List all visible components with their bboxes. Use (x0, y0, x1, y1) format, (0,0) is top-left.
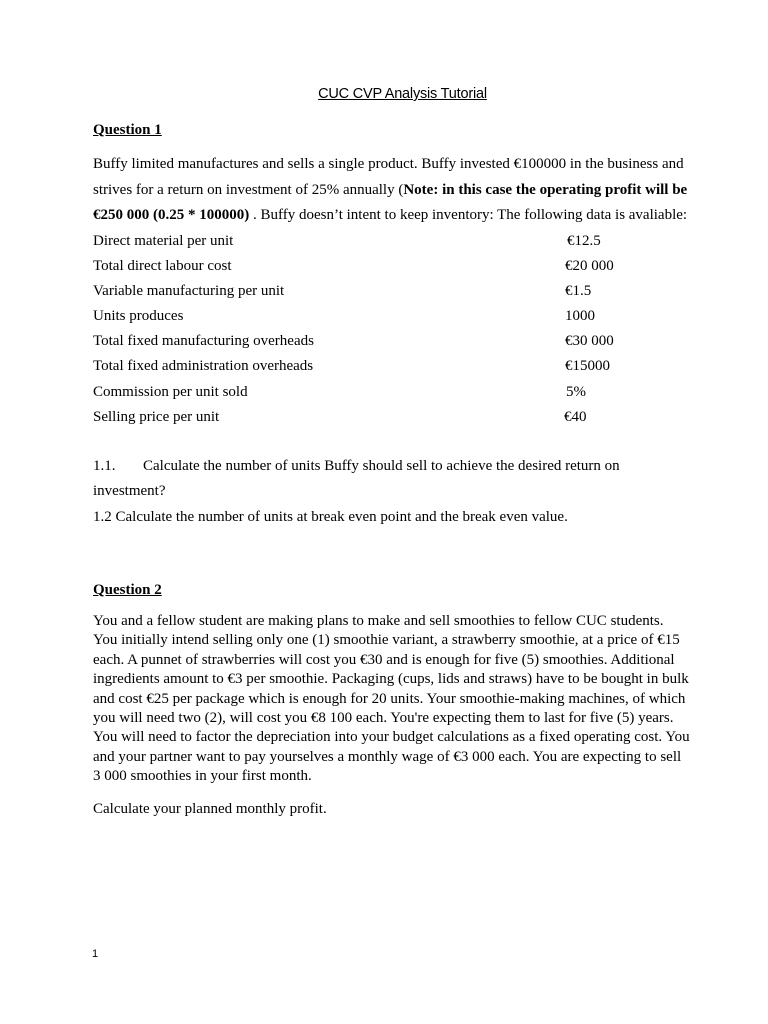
data-row (93, 231, 693, 251)
question-1-intro (93, 152, 723, 229)
body-line: 3 000 smoothies in your first month. (93, 768, 312, 785)
body-line: You will need to factor the depreciation into your budget calculations as a fixed operating cost. You (93, 729, 690, 746)
data-row-label: Commission per unit sold (93, 384, 248, 400)
data-row (93, 407, 693, 427)
data-row-value: €15000 (565, 358, 610, 374)
body-line: you will need two (2), will cost you €8 100 each. You're expecting them to last for five (5) years. (93, 710, 674, 727)
intro-line-1: Buffy limited manufactures and sells a single product. Buffy invested €100000 in the business and (93, 156, 684, 172)
question-2-body (93, 612, 733, 787)
data-row-value: €1.5 (565, 283, 592, 299)
task-1-1 (93, 454, 620, 479)
note-text: Note: in this case the operating profit will be (403, 181, 688, 198)
data-row-value: €12.5 (567, 233, 601, 249)
body-line: You initially intend selling only one (1) smoothie variant, a strawberry smoothie, at a price of €15 (93, 632, 680, 649)
data-row (93, 382, 693, 402)
question-2-heading: Question 2 (93, 582, 162, 598)
data-row-label: Units produces (93, 308, 184, 324)
question-2-task: Calculate your planned monthly profit. (93, 801, 327, 817)
data-row-label: Total fixed administration overheads (93, 358, 314, 374)
data-row-label: Selling price per unit (93, 409, 220, 425)
intro-line-3 (93, 203, 723, 229)
data-row-value: 1000 (565, 308, 595, 324)
body-line: You and a fellow student are making plans to make and sell smoothies to fellow CUC students. (93, 613, 664, 629)
data-row-label: Total direct labour cost (93, 258, 232, 274)
intro-line-2-text: strives for a return on investment of 25% annually ( (93, 181, 404, 198)
body-line: ingredients amount to €3 per smoothie. Packaging (cups, lids and straws) have to be bought in bulk (93, 671, 689, 688)
task-1-2: 1.2 Calculate the number of units at break even point and the break even value. (93, 509, 568, 525)
task-1-1-number: 1.1. (93, 458, 116, 474)
page-number: 1 (92, 948, 99, 960)
data-row-label: Variable manufacturing per unit (93, 283, 285, 299)
data-row-value: €40 (564, 409, 587, 425)
data-row-value: €30 000 (565, 333, 614, 349)
task-1-1-text: Calculate the number of units Buffy should sell to achieve the desired return on (143, 458, 620, 474)
intro-line-3-text: . Buffy doesn’t intent to keep inventory: The following data is avaliable: (249, 207, 688, 223)
data-row-label: Total fixed manufacturing overheads (93, 333, 314, 349)
body-line: and your partner want to pay yourselves a monthly wage of €3 000 each. You are expecting to sell (93, 748, 682, 765)
data-row-value: €20 000 (565, 258, 614, 274)
page-title: CUC CVP Analysis Tutorial (318, 86, 487, 102)
data-row (93, 331, 693, 351)
task-1-1-continued: investment? (93, 483, 166, 499)
data-row (93, 356, 693, 376)
question-1-heading: Question 1 (93, 122, 162, 138)
note-formula: €250 000 (0.25 * 100000) (93, 207, 250, 223)
body-line: and cost €25 per package which is enough for 20 units. Your smoothie-making machines, of which (93, 690, 686, 707)
body-line: each. A punnet of strawberries will cost you €30 and is enough for five (5) smoothies. Additional (93, 651, 675, 668)
intro-line-2 (93, 178, 723, 204)
data-row-label: Direct material per unit (93, 233, 234, 249)
data-row (93, 281, 693, 301)
data-row (93, 306, 693, 326)
data-row-value: 5% (566, 384, 586, 400)
data-row (93, 256, 693, 276)
